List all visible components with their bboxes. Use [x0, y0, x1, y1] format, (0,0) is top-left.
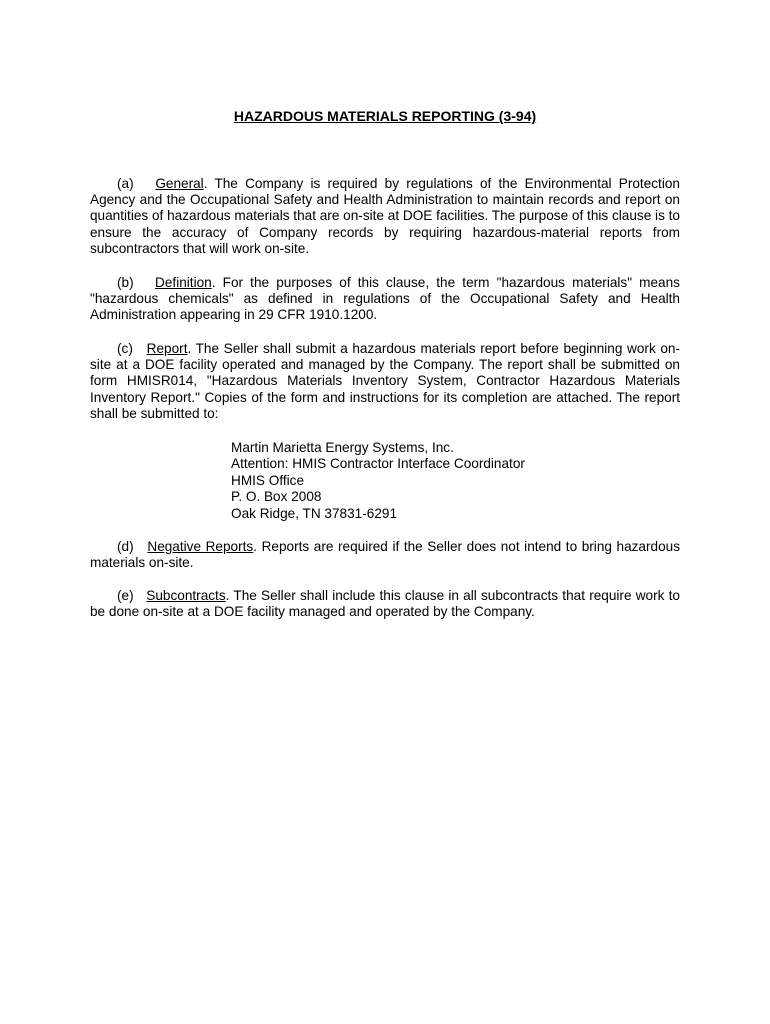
address-line-company: Martin Marietta Energy Systems, Inc. — [231, 440, 454, 455]
paragraph-d — [90, 539, 680, 571]
paragraph-e — [90, 588, 680, 620]
paragraph-b-label: (b) — [117, 275, 134, 290]
paragraph-a — [90, 176, 680, 257]
paragraph-b — [90, 275, 680, 324]
paragraph-d-heading: Negative Reports — [147, 539, 254, 554]
paragraph-d-text: . Reports are required if the Seller does not intend to bring hazardous materials on-site. — [90, 539, 680, 571]
paragraph-a-label: (a) — [117, 176, 134, 191]
address-line-po-box: P. O. Box 2008 — [231, 489, 322, 505]
address-line-office: HMIS Office — [231, 472, 305, 488]
paragraph-e-heading: Subcontracts — [146, 588, 226, 603]
paragraph-c — [90, 341, 680, 422]
paragraph-b-heading: Definition — [155, 275, 212, 290]
paragraph-d-label: (d) — [117, 539, 134, 554]
paragraph-a-heading: General — [155, 176, 204, 191]
paragraph-c-heading: Report — [146, 341, 188, 356]
paragraph-e-label: (e) — [117, 588, 134, 603]
paragraph-a-text: . The Company is required by regulations of the Environmental Protection Agency and the Occupational Safety and Health Administration to maintain records and report on quantities of hazardous materials that are on-site at DOE facilities. The purpose of this clause is to ensure the accuracy of Company records by requiring hazardous-material reports from subcontractors that will work on-site. — [90, 176, 680, 256]
address-line-attention: Attention: HMIS Contractor Interface Coordinator — [231, 456, 525, 472]
paragraph-c-label: (c) — [117, 341, 133, 356]
mailing-address — [231, 440, 525, 522]
paragraph-c-text: . The Seller shall submit a hazardous materials report before beginning work on-site at a DOE facility operated and managed by the Company. The report shall be submitted on form HMISR014, "Hazardous Materials Inventory System, Contractor Hazardous Materials Inventory Report." Copies of the form and instructions for its completion are attached. The report shall be submitted to: — [90, 341, 680, 421]
paragraph-e-text: . The Seller shall include this clause in all subcontracts that require work to be done on-site at a DOE facility managed and operated by the Company. — [90, 588, 680, 620]
address-line-city: Oak Ridge, TN 37831-6291 — [231, 505, 397, 521]
document-title: HAZARDOUS MATERIALS REPORTING (3-94) — [233, 108, 537, 124]
paragraph-b-text: . For the purposes of this clause, the term "hazardous materials" means "hazardous chemicals" as defined in regulations of the Occupational Safety and Health Administration appearing in 29 CFR 1910.1200. — [90, 275, 680, 323]
